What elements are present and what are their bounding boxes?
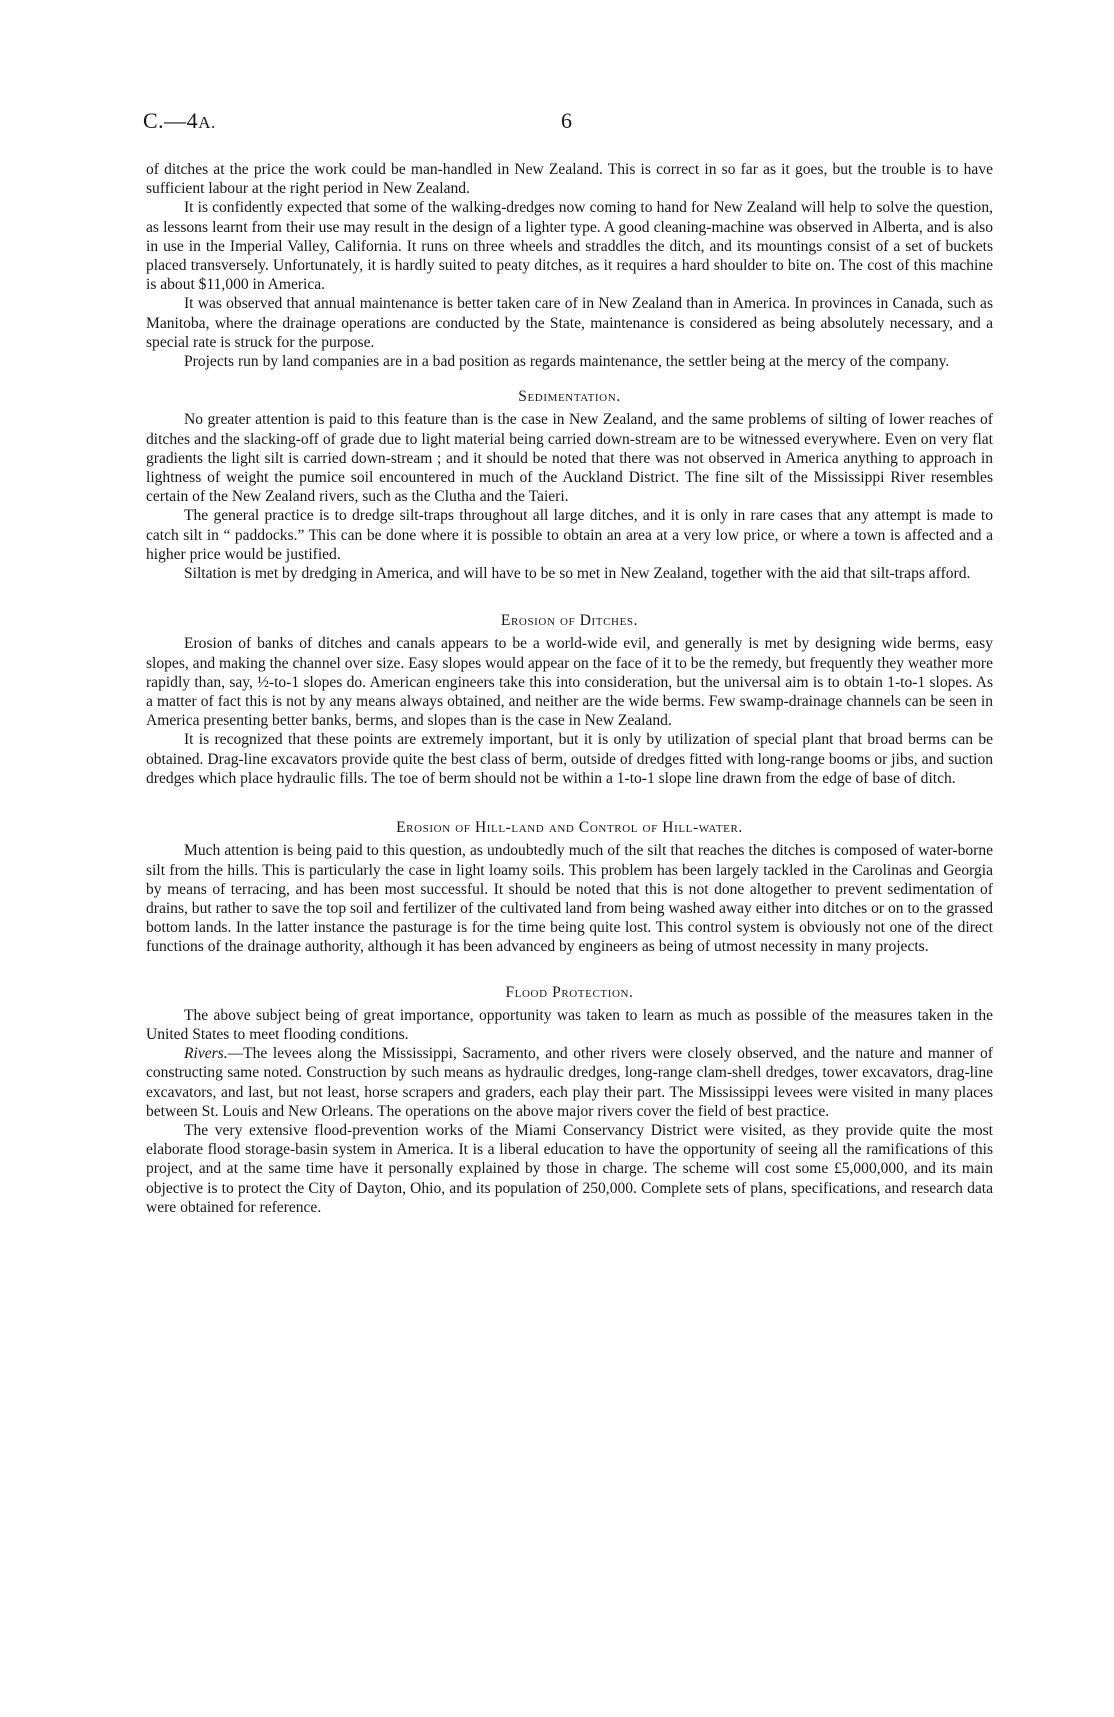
paragraph-annual-maintenance: It was observed that annual maintenance is better taken care of in New Zealand than in America. In provinces in Canada, such as Manitoba, where the drainage operations are conducted by the State, maintenance is considered as being absolutely necessary, and a special rate is struck for the purpose. bbox=[146, 295, 993, 351]
rivers-label: Rivers. bbox=[184, 1045, 228, 1063]
heading-sedimentation: Sedimentation. bbox=[518, 388, 621, 406]
paragraph-rivers bbox=[146, 1044, 993, 1121]
paragraph-sedimentation-2: The general practice is to dredge silt-traps throughout all large ditches, and it is only in rare cases that any attempt is made to catch silt in “ paddocks.” This can be done where it is possible to obtain an area at a very low price, or where a town is affected and a higher price would be justified. bbox=[146, 507, 993, 563]
heading-erosion-of-hill-land: Erosion of Hill-land and Control of Hill-water. bbox=[396, 819, 743, 837]
paragraph-erosion-2: It is recognized that these points are extremely important, but it is only by utilization of special plant that broad berms can be obtained. Drag-line excavators provide quite the best class of berm, outside of dredges fitted with long-range booms or jibs, and suction dredges which place hydraulic fills. The toe of berm should not be within a 1-to-1 slope line drawn from the edge of base of ditch. bbox=[146, 731, 993, 787]
page-number: 6 bbox=[561, 108, 572, 133]
document-reference: C.—4A. bbox=[143, 108, 216, 133]
rivers-text: —The levees along the Mississippi, Sacramento, and other rivers were closely observed, and the nature and manner of constructing same noted. Construction by such means as hydraulic dredges, long-range clam-shell dredges, tower excavators, drag-line excavators, and last, but not least, horse scrapers and graders, each play their part. The Mississippi levees were visited in many places between St. Louis and New Orleans. The operations on the above major rivers cover the field of best practice. bbox=[146, 1045, 993, 1120]
paragraph-hill-land: Much attention is being paid to this question, as undoubtedly much of the silt that reaches the ditches is composed of water-borne silt from the hills. This is particularly the case in light loamy soils. This problem has been largely tackled in the Carolinas and Georgia by means of terracing, and has been most successful. It should be noted that this is not done altogether to prevent sedimentation of drains, but rather to save the top soil and fertilizer of the cultivated land from being washed away either into ditches or on to the grassed bottom lands. In the latter instance the pasturage is for the time being quite lost. This control system is obviously not one of the direct functions of the drainage authority, although it has been advanced by engineers as being of utmost necessity in many projects. bbox=[146, 842, 993, 956]
paragraph-sedimentation-3: Siltation is met by dredging in America, and will have to be so met in New Zealand, together with the aid that silt-traps afford. bbox=[184, 565, 971, 583]
page-body bbox=[146, 160, 993, 1217]
paragraph-erosion-1: Erosion of banks of ditches and canals appears to be a world-wide evil, and generally is met by designing wide berms, easy slopes, and making the channel over size. Easy slopes would appear on the face of it to be the remedy, but frequently they weather more rapidly than, say, ½-to-1 slopes do. American engineers take this into consideration, but the universal aim is to obtain 1-to-1 slopes. As a matter of fact this is not by any means always obtained, and neither are the wide berms. Few swamp-drainage channels can be seen in America presenting better banks, berms, and slopes than is the case in New Zealand. bbox=[146, 635, 993, 730]
paragraph-land-companies: Projects run by land companies are in a bad position as regards maintenance, the settler being at the mercy of the company. bbox=[184, 353, 950, 371]
heading-flood-protection: Flood Protection. bbox=[505, 983, 634, 1001]
paragraph-continued: of ditches at the price the work could be man-handled in New Zealand. This is correct in so far as it goes, but the trouble is to have sufficient labour at the right period in New Zealand. bbox=[146, 161, 993, 198]
page-header bbox=[143, 108, 983, 138]
paragraph-sedimentation-1: No greater attention is paid to this feature than is the case in New Zealand, and the same problems of silting of lower reaches of ditches and the slacking-off of grade due to light material being carried down-stream are to be witnessed everywhere. Even on very flat gradients the light silt is carried down-stream ; and it should be noted that there was not observed in America anything to approach in lightness of weight the pumice soil encountered in much of the Auckland District. The fine silt of the Mississippi River resembles certain of the New Zealand rivers, such as the Clutha and the Taieri. bbox=[146, 411, 993, 506]
paragraph-walking-dredges: It is confidently expected that some of the walking-dredges now coming to hand for New Zealand will help to solve the question, as lessons learnt from their use may result in the design of a lighter type. A good cleaning-machine was observed in Alberta, and is also in use in the Imperial Valley, California. It runs on three wheels and straddles the ditch, and its mountings consist of a set of buckets placed transversely. Unfortunately, it is hardly suited to peaty ditches, as it requires a hard shoulder to bite on. The cost of this machine is about $11,000 in America. bbox=[146, 199, 993, 294]
heading-erosion-of-ditches: Erosion of Ditches. bbox=[500, 612, 639, 630]
paragraph-flood-intro: The above subject being of great importance, opportunity was taken to learn as much as possible of the measures taken in the United States to meet flooding conditions. bbox=[146, 1006, 993, 1043]
paragraph-miami-conservancy: The very extensive flood-prevention works of the Miami Conservancy District were visited, as they provide quite the most elaborate flood storage-basin system in America. It is a liberal education to have the opportunity of seeing all the ramifications of this project, and at the same time have it personally explained by those in charge. The scheme will cost some £5,000,000, and its main objective is to protect the City of Dayton, Ohio, and its population of 250,000. Complete sets of plans, specifications, and research data were obtained for reference. bbox=[146, 1121, 993, 1216]
